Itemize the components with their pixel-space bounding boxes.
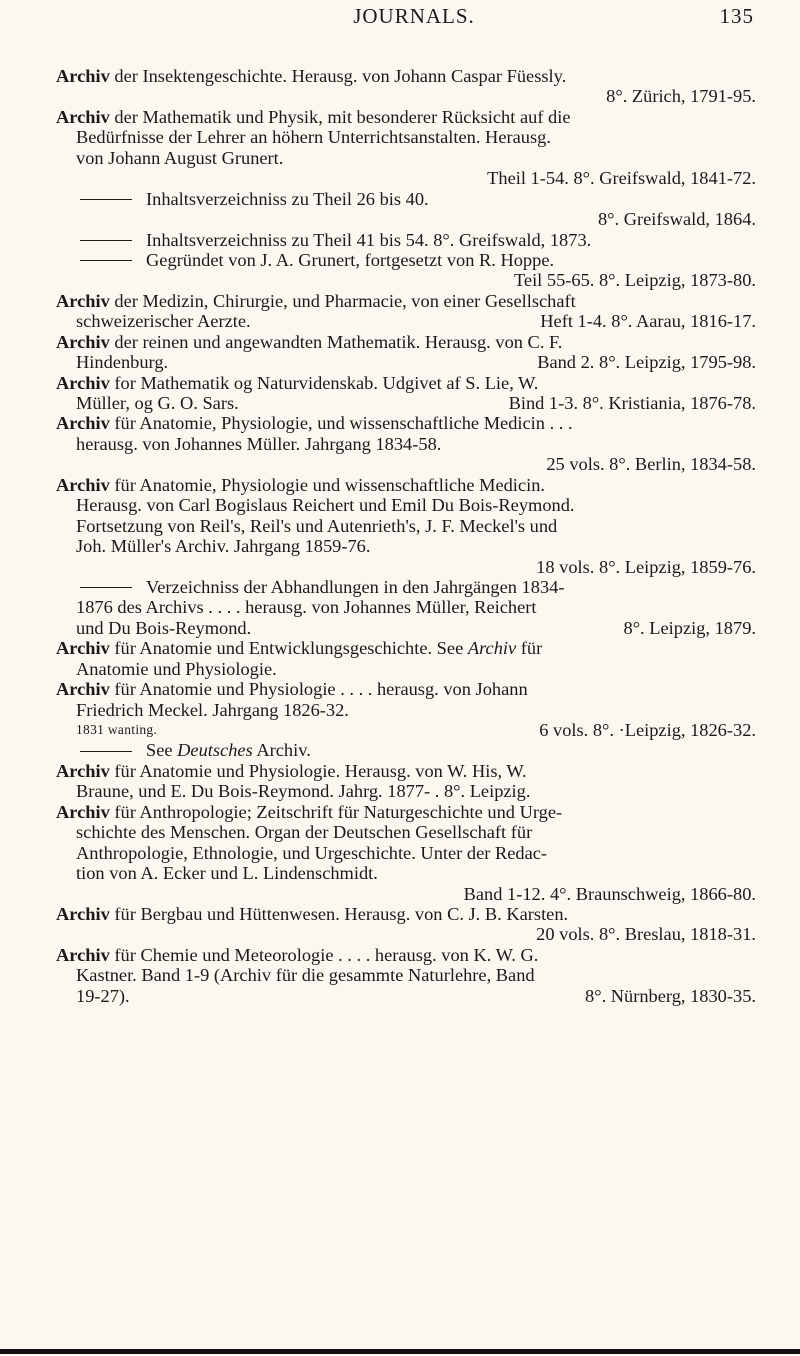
- entry-line: Archiv für Anatomie und Physiologie. Herausg. von W. His, W.: [56, 760, 527, 781]
- entry-imprint: 25 vols. 8°. Berlin, 1834-58.: [546, 454, 756, 475]
- ditto-dash: [80, 199, 132, 200]
- entry-line: Kastner. Band 1-9 (Archiv für die gesammte Naturlehre, Band: [76, 965, 535, 986]
- entry-line: Friedrich Meckel. Jahrgang 1826-32.: [76, 699, 349, 720]
- entry-line: Anatomie und Physiologie.: [76, 658, 277, 679]
- sub-entry-line: Gegründet von J. A. Grunert, fortgesetzt von R. Hoppe.: [56, 250, 756, 270]
- entry-line: Archiv der Mathematik und Physik, mit besonderer Rücksicht auf die: [56, 106, 571, 127]
- entry-line: herausg. von Johannes Müller. Jahrgang 1834-58.: [76, 433, 442, 454]
- ditto-dash: [80, 240, 132, 241]
- sub-entry-line: Inhaltsverzeichniss zu Theil 26 bis 40.: [56, 189, 756, 209]
- entry-line: tion von A. Ecker und L. Lindenschmidt.: [76, 863, 378, 884]
- entry-line: Braune, und E. Du Bois-Reymond. Jahrg. 1877- . 8°. Leipzig.: [76, 781, 531, 802]
- entry-imprint: 8°. Zürich, 1791-95.: [606, 86, 756, 107]
- entry-line: Archiv der reinen und angewandten Mathematik. Herausg. von C. F.: [56, 331, 563, 352]
- entry-line: Fortsetzung von Reil's, Reil's und Autenrieth's, J. F. Meckel's und: [76, 515, 558, 536]
- ditto-dash: [80, 751, 132, 752]
- entry-imprint: Band 1-12. 4°. Braunschweig, 1866-80.: [463, 883, 756, 904]
- entry-line: von Johann August Grunert.: [76, 147, 284, 168]
- note-text: 1831 wanting.: [76, 722, 158, 737]
- entry-line: Archiv für Anthropologie; Zeitschrift für Naturgeschichte und Urge-: [56, 801, 563, 822]
- entry-line: Archiv for Mathematik og Naturvidenskab. Udgivet af S. Lie, W.: [56, 372, 539, 393]
- ditto-dash: [80, 260, 132, 261]
- ditto-dash: [80, 587, 132, 588]
- sub-entry-line: See Deutsches Archiv.: [56, 740, 756, 760]
- journal-list: [56, 66, 756, 1006]
- entry-line: Müller, og G. O. Sars. Bind 1-3. 8°. Kristiania, 1876-78.: [76, 393, 756, 413]
- entry-line: und Du Bois-Reymond. 8°. Leipzig, 1879.: [76, 617, 756, 638]
- entry-imprint: 20 vols. 8°. Breslau, 1818-31.: [536, 924, 756, 945]
- sub-entry-line: Verzeichniss der Abhandlungen in den Jahrgängen 1834-: [56, 577, 756, 597]
- running-title: JOURNALS.: [353, 4, 475, 28]
- entry-line: Joh. Müller's Archiv. Jahrgang 1859-76.: [76, 536, 371, 557]
- entry-line: Archiv für Anatomie, Physiologie, und wissenschaftliche Medicin . . .: [56, 413, 573, 434]
- sub-entry-line: Inhaltsverzeichniss zu Theil 41 bis 54. 8°. Greifswald, 1873.: [56, 230, 756, 250]
- entry-line: 19-27). 8°. Nürnberg, 1830-35.: [76, 985, 756, 1006]
- entry-line: 1876 des Archivs . . . . herausg. von Johannes Müller, Reichert: [76, 597, 537, 618]
- entry-line: Archiv für Anatomie und Physiologie . . . . herausg. von Johann: [56, 679, 528, 700]
- entry-imprint: Teil 55-65. 8°. Leipzig, 1873-80.: [513, 270, 756, 291]
- entry-imprint: 18 vols. 8°. Leipzig, 1859-76.: [536, 556, 756, 577]
- entry-line: 1831 wanting. 6 vols. 8°. ·Leipzig, 1826-32.: [76, 720, 756, 740]
- entry-line: Anthropologie, Ethnologie, und Urgeschichte. Unter der Redac-: [76, 842, 548, 863]
- entry-line: Herausg. von Carl Bogislaus Reichert und Emil Du Bois-Reymond.: [76, 495, 575, 516]
- entry-imprint: Theil 1-54. 8°. Greifswald, 1841-72.: [487, 168, 756, 189]
- bottom-rule: [0, 1349, 800, 1354]
- entry-line: Archiv der Insektengeschichte. Herausg. von Johann Caspar Füessly.: [56, 66, 567, 86]
- entry-line: Archiv der Medizin, Chirurgie, und Pharmacie, von einer Gesellschaft: [56, 290, 576, 311]
- entry-line: schweizerischer Aerzte. Heft 1-4. 8°. Aarau, 1816-17.: [76, 311, 756, 332]
- entry-line: Bedürfnisse der Lehrer an höhern Unterrichtsanstalten. Herausg.: [76, 127, 551, 148]
- running-head: [74, 4, 754, 34]
- entry-imprint: 8°. Greifswald, 1864.: [597, 209, 756, 230]
- page-number: 135: [719, 4, 754, 28]
- entry-line: schichte des Menschen. Organ der Deutschen Gesellschaft für: [76, 822, 533, 843]
- entry-line: Archiv für Anatomie, Physiologie und wissenschaftliche Medicin.: [56, 474, 545, 495]
- entry-line: Archiv für Chemie und Meteorologie . . . . herausg. von K. W. G.: [56, 944, 539, 965]
- entry-line: Archiv für Anatomie und Entwicklungsgeschichte. See Archiv für: [56, 638, 543, 659]
- entry-line: Hindenburg. Band 2. 8°. Leipzig, 1795-98.: [76, 352, 756, 373]
- entry-line: Archiv für Bergbau und Hüttenwesen. Herausg. von C. J. B. Karsten.: [56, 903, 569, 924]
